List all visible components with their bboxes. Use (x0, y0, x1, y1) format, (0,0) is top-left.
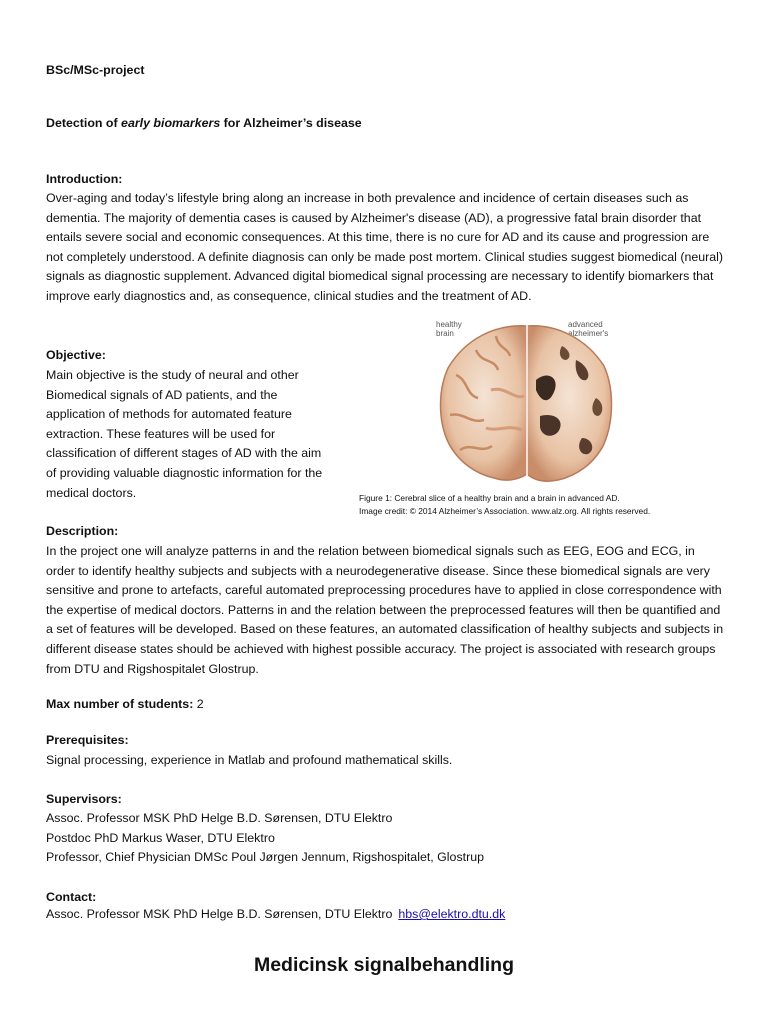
brain-slice-image (436, 320, 618, 490)
supervisor-item: Assoc. Professor MSK PhD Helge B.D. Sørensen, DTU Elektro (46, 811, 393, 825)
supervisor-item: Postdoc PhD Markus Waser, DTU Elektro (46, 830, 275, 845)
description-heading: Description: (46, 524, 119, 538)
caption-line: Image credit: © 2014 Alzheimer’s Association. www.alz.org. All rights reserved. (359, 505, 651, 516)
figure-caption (359, 492, 729, 517)
footer-title: Medicinsk signalbehandling (253, 954, 515, 976)
objective-text: Main objective is the study of neural and other Biomedical signals of AD patients, and the application of methods for automated feature extraction. These features will be used for classification of different stages of AD with the aim of providing valuable diagnostic information for the medical doctors. (46, 368, 323, 500)
contact-line (46, 905, 505, 925)
max-students-value: 2 (193, 697, 204, 711)
description-text: In the project one will analyze patterns in and the relation between biomedical signals such as EEG, EOG and ECG, in order to identify healthy subjects and subjects with a neurodegenerative disease. Since these biomedical signals are very sensitive and prone to artefacts, careful automated preprocessing procedures have to applied in close correspondence with the expertise of medical doctors. Patterns in and the relation between the preprocessed features will then be quantified and a set of features will be developed. Based on these features, an automated classification of healthy subjects and subjects in different disease states should be achieved with highest possible accuracy. The project is associated with research groups from DTU and Rigshospitalet Glostrup. (46, 544, 724, 676)
max-students (46, 695, 204, 715)
healthy-hemisphere (441, 326, 528, 480)
supervisors-list (46, 809, 484, 868)
title-suffix: for Alzheimer’s disease (220, 116, 362, 130)
label-line: brain (436, 329, 454, 338)
supervisor-item: Professor, Chief Physician DMSc Poul Jørgen Jennum, Rigshospitalet, Glostrup (46, 850, 484, 865)
brain-figure (356, 318, 726, 528)
contact-name: Assoc. Professor MSK PhD Helge B.D. Sørensen, DTU Elektro (46, 907, 393, 921)
title-emphasis: early biomarkers (121, 116, 221, 130)
introduction-heading: Introduction: (46, 172, 123, 186)
objective-heading: Objective: (46, 348, 106, 362)
label-line: advanced (568, 320, 603, 329)
introduction-text: Over-aging and today’s lifestyle bring along an increase in both prevalence and incidence of certain diseases such as dementia. The majority of dementia cases is caused by Alzheimer's disease (AD), a progressive fatal brain disorder that entails severe social and economic consequences. At this time, there is no cure for AD and its cause and progression are not completely understood. A definite diagnosis can only be made post mortem. Clinical studies suggest biomedical (neural) signals as diagnostic supplement. Advanced digital biomedical signal processing are necessary to identify biomarkers that improve early diagnostics and, as consequence, clinical studies and the treatment of AD. (46, 191, 724, 303)
contact-heading: Contact: (46, 890, 97, 904)
project-type: BSc/MSc-project (46, 63, 145, 77)
prerequisites-text: Signal processing, experience in Matlab and profound mathematical skills. (46, 753, 453, 767)
label-line: healthy (436, 320, 462, 329)
prerequisites-heading: Prerequisites: (46, 733, 129, 747)
caption-line: Figure 1: Cerebral slice of a healthy brain and a brain in advanced AD. (359, 493, 620, 503)
label-line: alzheimer's (568, 329, 609, 338)
title-prefix: Detection of (46, 116, 122, 130)
supervisors-heading: Supervisors: (46, 792, 122, 806)
contact-email-link[interactable]: hbs@elektro.dtu.dk (398, 907, 506, 921)
document-title (46, 114, 362, 134)
max-students-label: Max number of students: (46, 697, 194, 711)
